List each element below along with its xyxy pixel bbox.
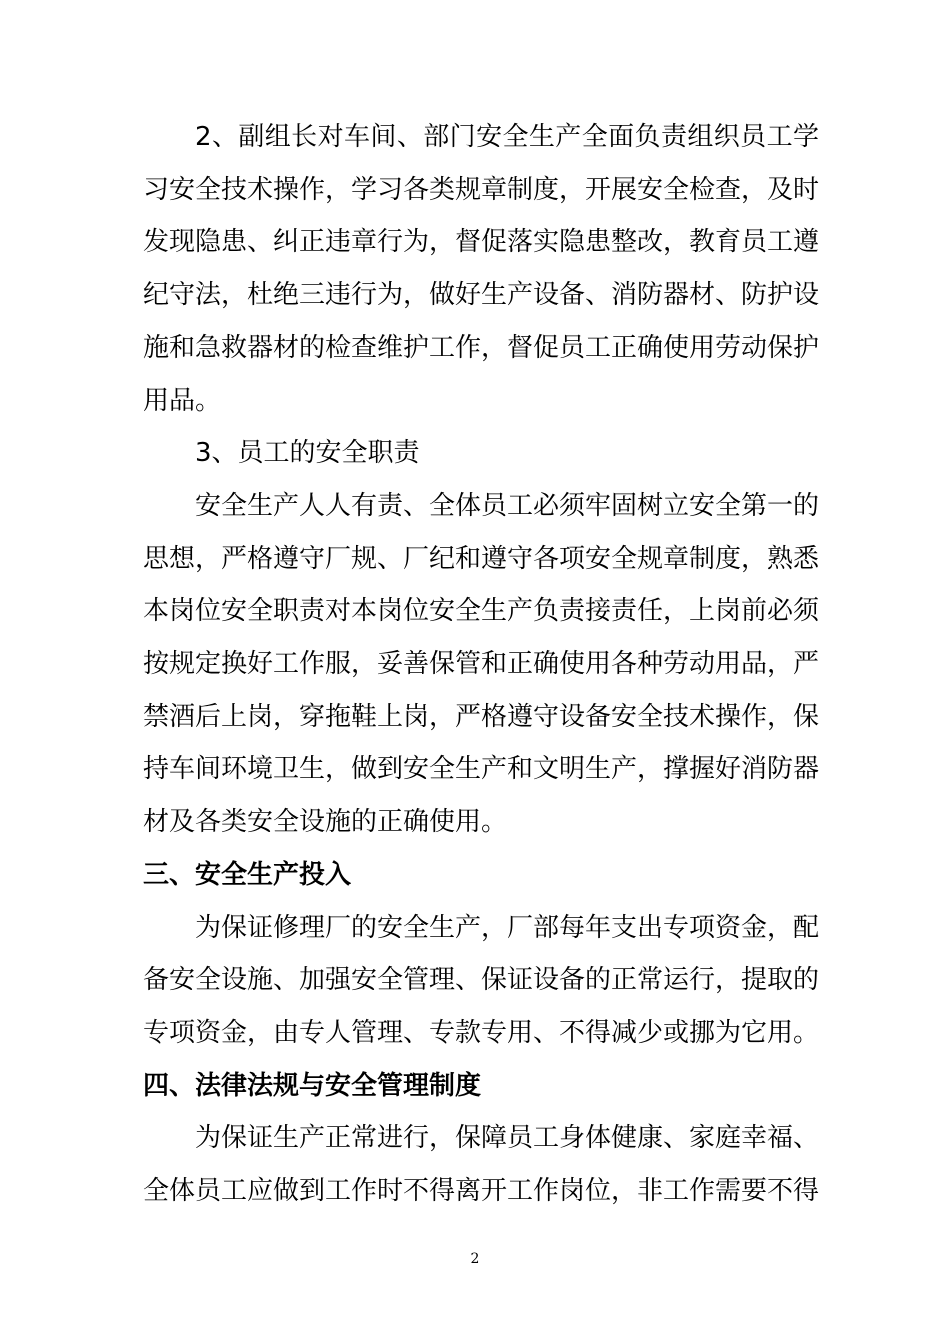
document-body xyxy=(143,111,819,1218)
section-heading-safety-investment: 三、安全生产投入 xyxy=(143,859,352,890)
paragraph-employee-duties-title: 3、员工的安全职责 xyxy=(195,438,420,469)
paragraph-deputy-leader-duties: 2、副组长对车间、部门安全生产全面负责组织员工学习安全技术操作，学习各类规章制度，开展安全检查，及时发现隐患、纠正违章行为，督促落实隐患整改，教育员工遵纪守法，杜绝三违行为，做好生产设备、消防器材、防护设施和急救器材的检查维护工作，督促员工正确使用劳动保护用品。 xyxy=(143,122,820,416)
section-heading-laws-regulations: 四、法律法规与安全管理制度 xyxy=(143,1070,482,1101)
paragraph-laws-regulations: 为保证生产正常进行，保障员工身体健康、家庭幸福、全体员工应做到工作时不得离开工作岗位，非工作需要不得 xyxy=(143,1123,820,1207)
paragraph-employee-duties: 安全生产人人有责、全体员工必须牢固树立安全第一的思想，严格遵守厂规、厂纪和遵守各项安全规章制度，熟悉本岗位安全职责对本岗位安全生产负责接责任，上岗前必须按规定换好工作服，妥善保管和正确使用各种劳动用品，严禁酒后上岗，穿拖鞋上岗，严格遵守设备安全技术操作，保持车间环境卫生，做到安全生产和文明生产，撑握好消防器材及各类安全设施的正确使用。 xyxy=(143,490,820,838)
paragraph-safety-investment: 为保证修理厂的安全生产，厂部每年支出专项资金，配备安全设施、加强安全管理、保证设备的正常运行，提取的专项资金，由专人管理、专款专用、不得减少或挪为它用。 xyxy=(143,912,820,1048)
page-number: 2 xyxy=(470,1251,480,1267)
